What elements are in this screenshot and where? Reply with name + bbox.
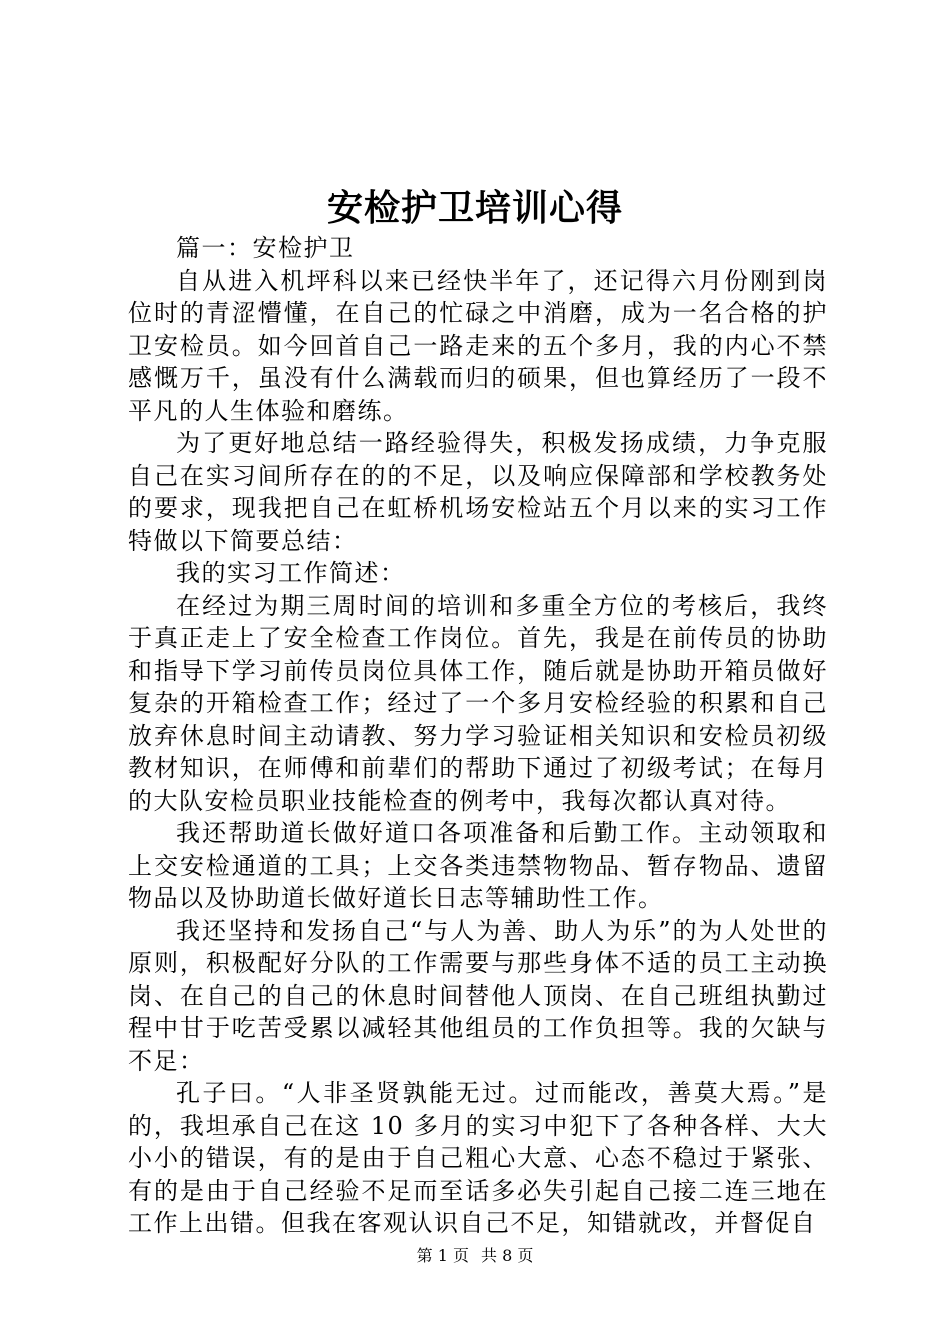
paragraph: 孔子曰。“人非圣贤孰能无过。过而能改，善莫大焉。”是的，我坦承自己在这 10 多月的实习中犯下了各种各样、大大小小的错误，有的是由于自己粗心大意、心态不稳过于紧张、有的是由于自己经验不足而至话多必失引起自己接二连三地在工作上出错。但我在客观认识自己不足，知错就改，并督促自	[128, 1079, 828, 1237]
paragraph: 我还帮助道长做好道口各项准备和后勤工作。主动领取和上交安检通道的工具；上交各类违禁物物品、暂存物品、遗留物品以及协助道长做好道长日志等辅助性工作。	[128, 819, 828, 912]
paragraph: 在经过为期三周时间的培训和多重全方位的考核后，我终于真正走上了安全检查工作岗位。首先，我是在前传员的协助和指导下学习前传员岗位具体工作，随后就是协助开箱员做好复杂的开箱检查工作；经过了一个多月安检经验的积累和自己放弃休息时间主动请教、努力学习验证相关知识和安检员初级教材知识，在师傅和前辈们的帮助下通过了初级考试；在每月的大队安检员职业技能检查的例考中，我每次都认真对待。	[128, 591, 828, 815]
paragraph: 我还坚持和发扬自己“与人为善、助人为乐”的为人处世的原则，积极配好分队的工作需要与那些身体不适的员工主动换岗、在自己的自己的休息时间替他人顶岗、在自己班组执勤过程中甘于吃苦受累以减轻其他组员的工作负担等。我的欠缺与不足：	[128, 916, 828, 1075]
document-title: 安检护卫培训心得	[326, 187, 623, 229]
section-heading: 篇一：安检护卫	[176, 234, 355, 262]
paragraph: 我的实习工作简述：	[176, 559, 406, 587]
paragraph: 为了更好地总结一路经验得失，积极发扬成绩，力争克服自己在实习间所存在的的不足，以及响应保障部和学校教务处的要求，现我把自己在虹桥机场安检站五个月以来的实习工作特做以下简要总结：	[128, 429, 828, 555]
page-total: 共 8 页	[481, 1246, 534, 1265]
paragraph: 自从进入机坪科以来已经快半年了，还记得六月份刚到岗位时的青涩懵懂，在自己的忙碌之中消磨，成为一名合格的护卫安检员。如今回首自己一路走来的五个多月，我的内心不禁感慨万千，虽没有什么满载而归的硕果，但也算经历了一段不平凡的人生体验和磨练。	[128, 266, 828, 425]
page-footer	[0, 1244, 950, 1268]
page-number: 第 1 页	[416, 1246, 469, 1265]
document-body	[128, 232, 828, 1240]
